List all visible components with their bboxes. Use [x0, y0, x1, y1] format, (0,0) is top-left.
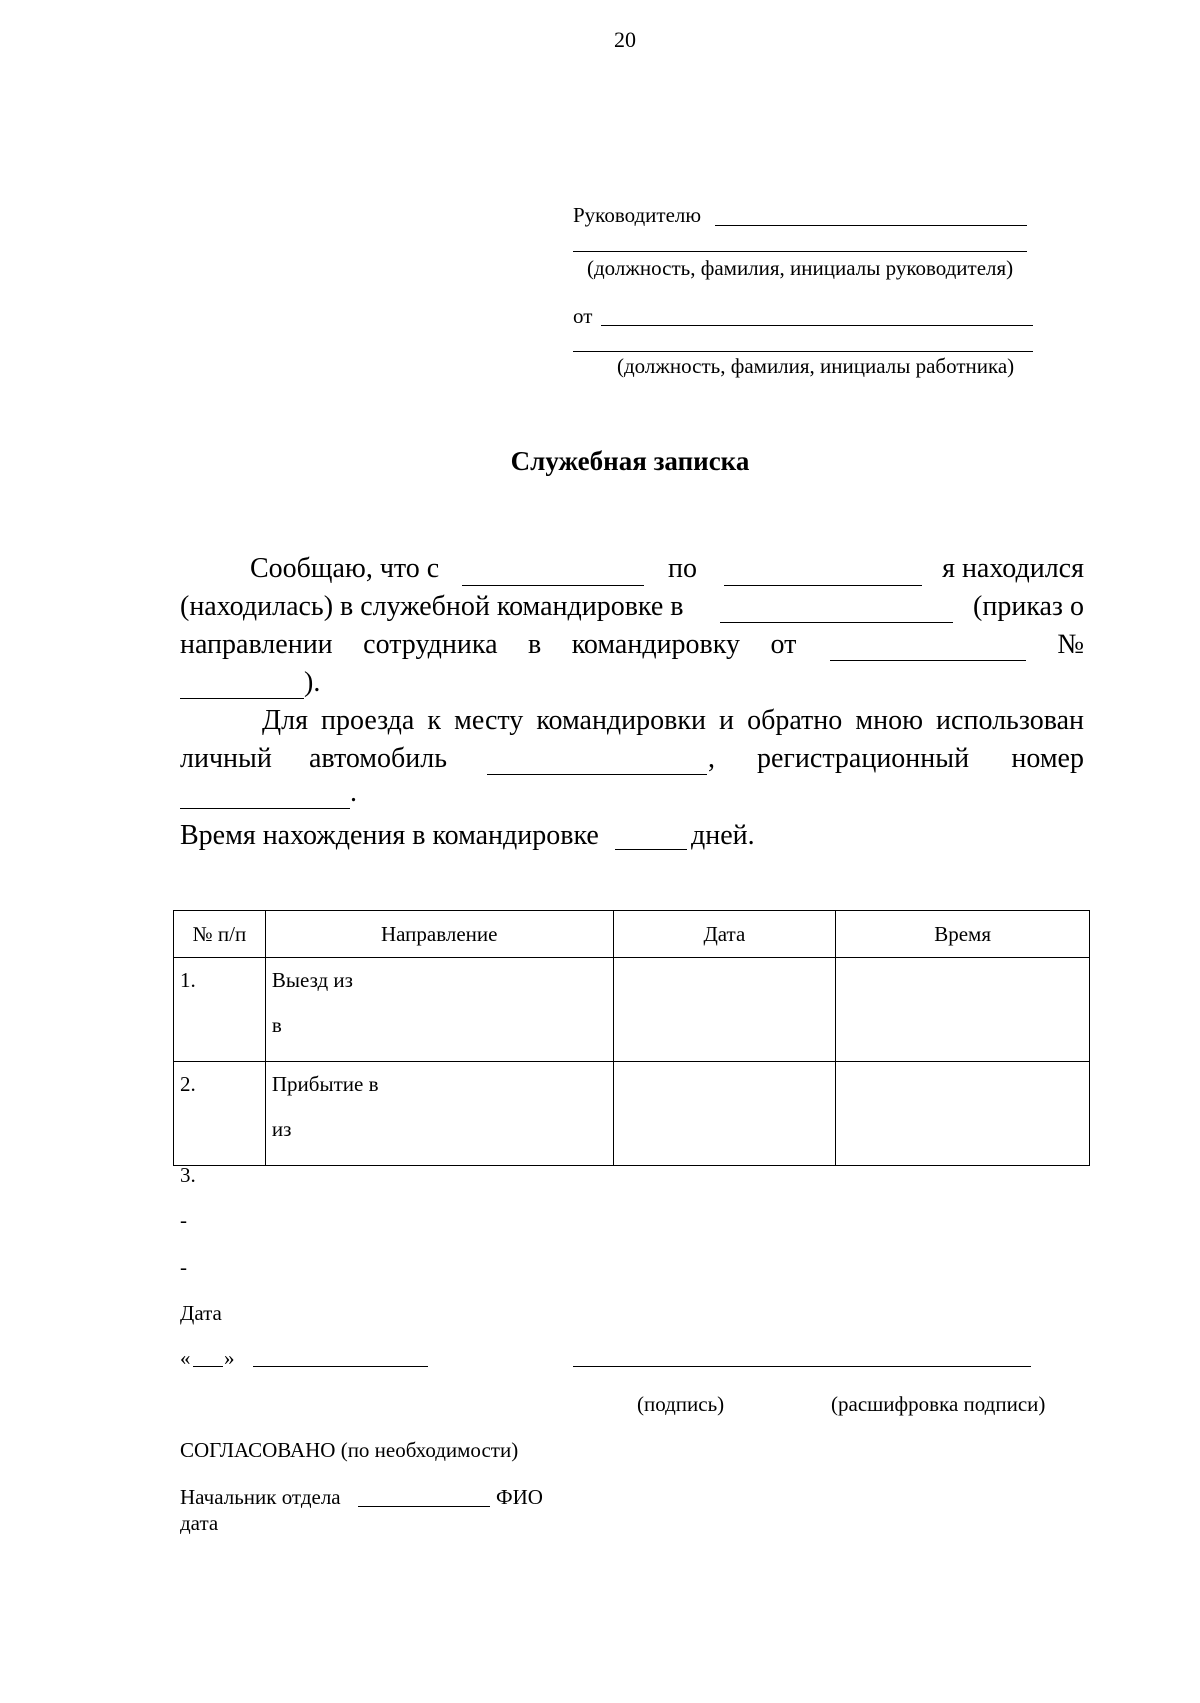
p1-text-from: Сообщаю, что с	[250, 553, 440, 584]
head-signature-line	[358, 1506, 490, 1507]
p2-end: .	[350, 777, 357, 808]
p2-word-car: автомобиль	[309, 743, 447, 774]
cell-time[interactable]	[836, 958, 1090, 1062]
p2-line1: Для проезда к месту командировки и обратно мною использован	[262, 705, 1084, 736]
to-caption: (должность, фамилия, инициалы руководителя)	[587, 256, 1014, 280]
date-month-line	[253, 1366, 428, 1367]
p1-line3	[180, 629, 1084, 661]
cell-number: 1.	[174, 958, 266, 1062]
dash-item: -	[180, 1208, 187, 1232]
date-label: Дата	[180, 1301, 222, 1325]
p1-line3-word: сотрудника	[363, 629, 498, 660]
date-quote-open: «	[180, 1346, 191, 1370]
head-date: дата	[180, 1511, 219, 1535]
p3-text: Время нахождения в командировке	[180, 820, 599, 851]
page-number: 20	[614, 27, 636, 52]
cell-date[interactable]	[613, 958, 836, 1062]
date-quote-close: »	[224, 1346, 235, 1370]
dash-item: -	[180, 1255, 187, 1279]
p1-line3-word: командировку	[571, 629, 740, 660]
p1-text-trip: (находилась) в служебной командировке в	[180, 591, 684, 622]
col-header-number: № п/п	[174, 911, 266, 958]
p1-text-to: по	[668, 553, 697, 584]
document-title: Служебная записка	[510, 446, 750, 476]
p1-place-line	[720, 622, 953, 623]
from-caption: (должность, фамилия, инициалы работника)	[617, 354, 1015, 378]
p1-end: ).	[304, 667, 321, 698]
to-position-line	[573, 251, 1027, 252]
car-model-line	[487, 774, 707, 775]
to-name-line	[715, 225, 1027, 226]
order-number-line	[180, 698, 304, 699]
cell-direction	[265, 958, 613, 1062]
col-header-direction: Направление	[265, 911, 613, 958]
p3-days: дней.	[691, 820, 755, 851]
to-label: Руководителю	[573, 203, 702, 227]
table-row	[174, 1062, 1090, 1166]
p1-date-from-line	[462, 585, 644, 586]
p2-word-registration: регистрационный	[757, 743, 970, 774]
head-fio: ФИО	[496, 1485, 543, 1509]
trip-table	[173, 910, 1090, 1166]
p1-text-stayed: я находился	[942, 553, 1084, 584]
cell-time[interactable]	[836, 1062, 1090, 1166]
direction-line: в	[271, 1013, 282, 1037]
p1-line3-word: в	[528, 629, 542, 660]
order-date-line	[830, 660, 1026, 661]
cell-date[interactable]	[613, 1062, 836, 1166]
from-name-line	[601, 325, 1033, 326]
p1-line3-word: №	[1057, 629, 1085, 660]
date-day-line	[193, 1366, 223, 1367]
from-position-line	[573, 351, 1033, 352]
p1-date-to-line	[724, 585, 922, 586]
signature-line	[573, 1366, 1031, 1367]
table-header-row	[174, 911, 1090, 958]
p2-word-personal: личный	[180, 743, 272, 774]
direction-line: Прибытие в	[271, 1072, 379, 1096]
col-header-date: Дата	[613, 911, 836, 958]
table-row	[174, 958, 1090, 1062]
signature-decode-caption: (расшифровка подписи)	[831, 1392, 1046, 1416]
p2-word-number: номер	[1011, 743, 1084, 774]
cell-number: 2.	[174, 1062, 266, 1166]
from-label: от	[573, 304, 593, 328]
cell-direction	[265, 1062, 613, 1166]
direction-line: Выезд из	[271, 968, 353, 992]
days-line	[615, 849, 687, 850]
head-of-department-label: Начальник отдела	[180, 1485, 341, 1509]
direction-line: из	[271, 1117, 292, 1141]
p1-line3-word: направлении	[180, 629, 333, 660]
approval-heading: СОГЛАСОВАНО (по необходимости)	[180, 1438, 519, 1462]
col-header-time: Время	[836, 911, 1090, 958]
p1-text-order: (приказ о	[973, 591, 1084, 622]
signature-caption: (подпись)	[637, 1392, 725, 1416]
reg-number-line	[180, 808, 350, 809]
p2-comma: ,	[708, 743, 715, 774]
item-3: 3.	[180, 1163, 196, 1187]
p1-line3-word: от	[770, 629, 797, 660]
